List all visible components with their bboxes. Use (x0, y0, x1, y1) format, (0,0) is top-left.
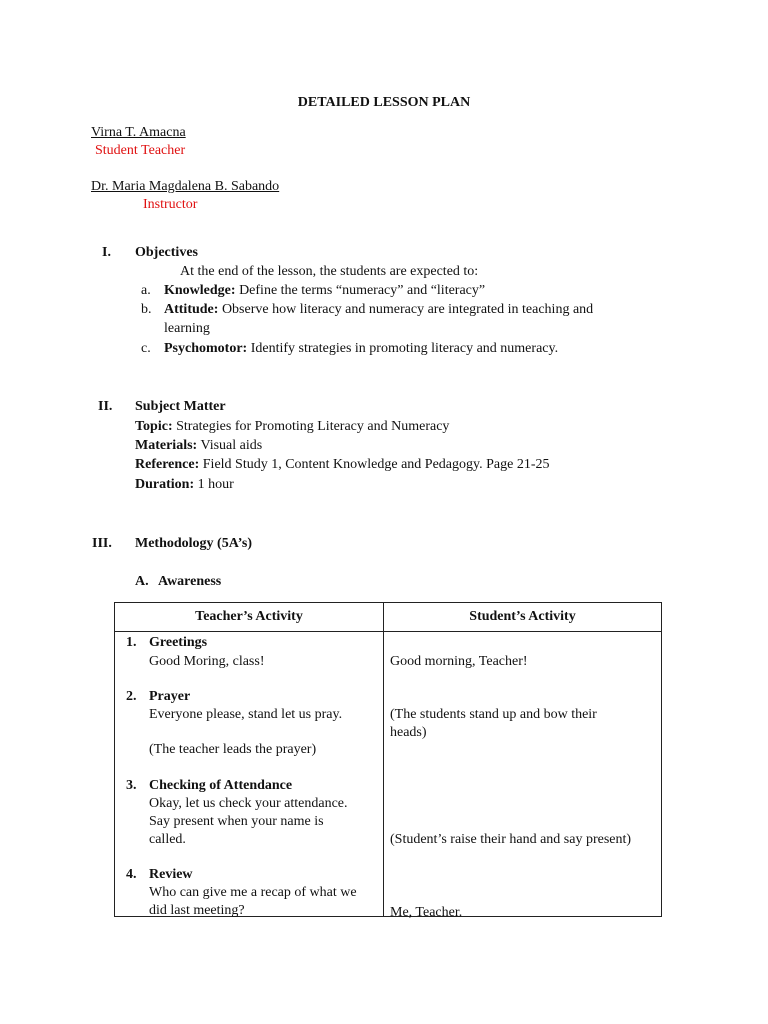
student-activity-header: Student’s Activity (384, 603, 662, 632)
document-title: DETAILED LESSON PLAN (297, 95, 471, 110)
objective-psychomotor-label: Psychomotor: (164, 341, 248, 356)
topic-value: Strategies for Promoting Literacy and Numeracy (172, 419, 450, 434)
teacher-activity-cell (115, 632, 384, 917)
objective-psychomotor (164, 340, 558, 358)
attendance-line-1: Okay, let us check your attendance. (149, 796, 348, 811)
duration-label: Duration: (135, 477, 195, 492)
table-header-row (115, 603, 662, 632)
subject-matter-heading: Subject Matter (135, 399, 226, 414)
objective-attitude-text: Observe how literacy and numeracy are integrated in teaching and (218, 302, 594, 317)
materials-line (135, 437, 262, 455)
attendance-heading: Checking of Attendance (149, 778, 293, 793)
prayer-reply-line-1: (The students stand up and bow their (390, 707, 597, 722)
topic-line (135, 418, 449, 436)
objective-attitude-text-cont: learning (164, 321, 210, 336)
duration-value: 1 hour (194, 477, 234, 492)
awareness-letter: A. (135, 574, 149, 589)
methodology-heading: Methodology (5A’s) (135, 536, 253, 551)
attendance-reply: (Student’s raise their hand and say present) (390, 832, 632, 847)
attendance-number: 3. (126, 778, 137, 793)
attendance-line-3: called. (149, 832, 186, 847)
review-number: 4. (126, 867, 137, 882)
prayer-heading: Prayer (149, 689, 191, 704)
table-row (115, 632, 662, 917)
review-reply: Me, Teacher. (390, 905, 463, 920)
objectives-heading: Objectives (135, 245, 198, 260)
review-line-1: Who can give me a recap of what we (149, 885, 357, 900)
prayer-line: Everyone please, stand let us pray. (149, 707, 343, 722)
review-line-2: did last meeting? (149, 903, 245, 918)
reference-value: Field Study 1, Content Knowledge and Pedagogy. Page 21-25 (199, 457, 550, 472)
objective-knowledge (164, 282, 485, 300)
greetings-heading: Greetings (149, 635, 208, 650)
prayer-line-2: (The teacher leads the prayer) (149, 742, 317, 757)
topic-label: Topic: (135, 419, 173, 434)
objective-knowledge-text: Define the terms “numeracy” and “literacy” (235, 283, 486, 298)
greet-reply: Good morning, Teacher! (390, 654, 528, 669)
prayer-reply-line-2: heads) (390, 725, 427, 740)
awareness-table (114, 602, 662, 920)
objective-letter-b: b. (141, 302, 152, 317)
objectives-numeral: I. (102, 245, 111, 260)
awareness-heading: Awareness (158, 574, 222, 589)
prayer-number: 2. (126, 689, 137, 704)
objective-attitude-label: Attitude: (164, 302, 219, 317)
materials-value: Visual aids (197, 438, 263, 453)
greetings-number: 1. (126, 635, 137, 650)
objective-letter-c: c. (141, 341, 151, 356)
teacher-activity-header: Teacher’s Activity (115, 603, 384, 632)
reference-line (135, 456, 549, 474)
student-activity-cell (384, 632, 662, 920)
objective-knowledge-label: Knowledge: (164, 283, 236, 298)
instructor-name: Dr. Maria Magdalena B. Sabando (91, 179, 280, 194)
methodology-numeral: III. (92, 536, 112, 551)
objective-psychomotor-text: Identify strategies in promoting literacy and numeracy. (247, 341, 559, 356)
objective-letter-a: a. (141, 283, 151, 298)
attendance-line-2: Say present when your name is (149, 814, 324, 829)
reference-label: Reference: (135, 457, 200, 472)
student-teacher-name: Virna T. Amacna (91, 125, 186, 140)
student-teacher-role: Student Teacher (95, 143, 186, 158)
instructor-role: Instructor (143, 197, 198, 212)
greetings-line: Good Moring, class! (149, 654, 265, 669)
objective-attitude (164, 301, 593, 319)
objectives-intro: At the end of the lesson, the students are expected to: (180, 264, 479, 279)
review-heading: Review (149, 867, 193, 882)
subject-matter-numeral: II. (98, 399, 113, 414)
duration-line (135, 476, 234, 494)
materials-label: Materials: (135, 438, 198, 453)
